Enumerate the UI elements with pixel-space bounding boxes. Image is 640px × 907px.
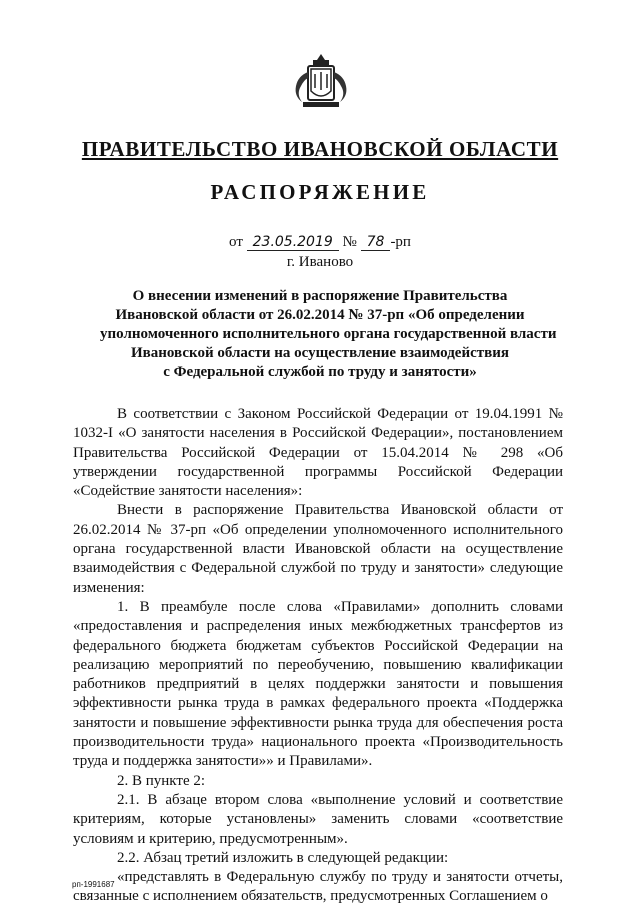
ivanovo-coat-of-arms-icon — [289, 52, 353, 112]
number-suffix: -рп — [390, 234, 411, 250]
subject-line: О внесении изменений в распоряжение Правительства — [132, 288, 508, 304]
body-paragraph-item-1: 1. В преамбуле после слова «Правилами» дополнить словами «предоставления и распределения иных межбюджетных трансфертов из федерального бюджета бюджетам субъектов Российской Федерации на реализацию мероприятий по переобучению, повышению квалификации работников предприятий в целях поддержки занятости и повышения эффективности рынка труда в рамках федерального проекта «Поддержка занятости и повышение эффективности рынка труда для обеспечения роста производительности труда» национального проекта «Производительность труда и поддержка занятости»» и Правилами». — [73, 598, 563, 770]
document-subject — [100, 287, 557, 382]
body-paragraph-preamble: В соответствии с Законом Российской Федерации от 19.04.1991 № 1032-I «О занятости населения в Российской Федерации», постановлением Правительства Российской Федерации от 15.04.2014 № 298 «Об утверждении государственной программы Российской Федерации «Содействие занятости населения»: — [73, 406, 563, 500]
body-paragraph-item-2-2: 2.2. Абзац третий изложить в следующей редакции: — [117, 849, 449, 866]
subject-line: Ивановской области от 26.02.2014 № 37-рп «Об определении — [115, 307, 525, 323]
footer-code: рп-1991687 — [72, 880, 115, 889]
body-paragraph-item-2: 2. В пункте 2: — [117, 772, 206, 789]
number-prefix: № — [342, 234, 357, 250]
subject-line: Ивановской области на осуществление взаимодействия — [131, 345, 509, 361]
body-paragraph-quote: «представлять в Федеральную службу по труду и занятости отчеты, связанные с исполнением обязательств, предусмотренных Соглашением о — [73, 869, 563, 905]
date-number-line — [0, 234, 640, 251]
subject-line: с Федеральной службой по труду и занятости» — [163, 364, 477, 380]
date-value: 23.05.2019 — [247, 234, 339, 251]
subject-line: уполномоченного исполнительного органа государственной власти — [100, 326, 557, 342]
date-prefix: от — [229, 234, 243, 250]
body-paragraph-amend: Внести в распоряжение Правительства Ивановской области от 26.02.2014 № 37-рп «Об определении уполномоченного исполнительного органа государственной власти Ивановской области на осуществление взаимодействия с Федеральной службой по труду и занятости» следующие изменения: — [73, 502, 563, 596]
city: г. Иваново — [286, 254, 354, 270]
document-body — [73, 405, 563, 907]
government-title: ПРАВИТЕЛЬСТВО ИВАНОВСКОЙ ОБЛАСТИ — [81, 137, 559, 161]
document-type: РАСПОРЯЖЕНИЕ — [210, 180, 430, 204]
body-paragraph-item-2-1: 2.1. В абзаце втором слова «выполнение условий и соответствие критериям, которые установлены» заменить словами «соответствие условиям и критерию, предусмотренным». — [73, 791, 563, 847]
number-value: 78 — [361, 234, 391, 251]
